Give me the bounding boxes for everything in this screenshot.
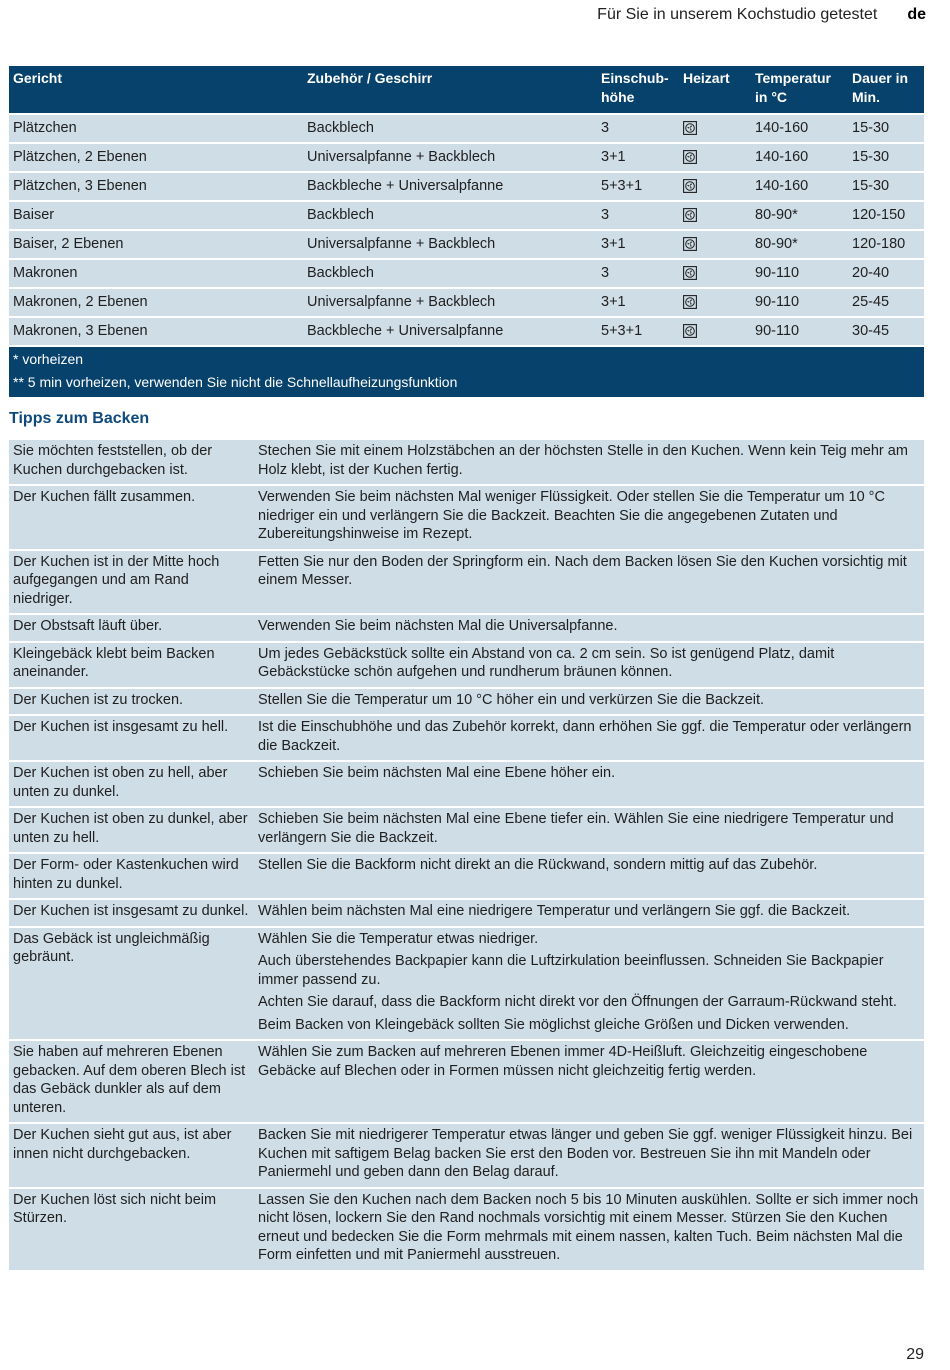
tip-problem: Der Kuchen ist insgesamt zu hell. [9, 714, 253, 760]
cell-level: 5+3+1 [597, 316, 679, 345]
recipe-row [9, 287, 924, 316]
tip-remedy [253, 852, 924, 898]
page-number: 29 [906, 1346, 924, 1363]
col-level-label: Einschub-höhe [601, 70, 669, 105]
tip-remedy-paragraph: Um jedes Gebäckstück sollte ein Abstand von ca. 2 cm sein. So ist genügend Platz, damit Gebäckstücke schön aufgehen und rundherum bräunen können. [258, 645, 835, 680]
recipe-row [9, 142, 924, 171]
tip-remedy [253, 926, 924, 1040]
col-accessory: Zubehör / Geschirr [303, 66, 597, 113]
tip-remedy-paragraph: Backen Sie mit niedrigerer Temperatur etwas länger und geben Sie ggf. weniger Flüssigkeit hinzu. Bei Kuchen mit saftigem Belag backen Sie erst den Boden vor. Bestreuen Sie ihn mit Mandeln oder Paniermehl und geben dann den Belag darauf. [258, 1127, 913, 1180]
tip-remedy [253, 1187, 924, 1270]
cell-heating [679, 142, 751, 171]
tip-row [9, 613, 924, 641]
tip-row [9, 926, 924, 1040]
recipe-table [9, 66, 924, 397]
cell-level: 3+1 [597, 142, 679, 171]
cell-temp: 140-160 [751, 113, 848, 142]
cell-heating [679, 316, 751, 345]
fan-heating-icon [683, 150, 697, 164]
cell-heating [679, 229, 751, 258]
tip-problem: Der Form- oder Kastenkuchen wird hinten zu dunkel. [9, 852, 253, 898]
tip-row [9, 438, 924, 484]
cell-dish: Plätzchen, 2 Ebenen [9, 142, 303, 171]
cell-level: 3+1 [597, 229, 679, 258]
cell-level: 5+3+1 [597, 171, 679, 200]
tip-row [9, 1122, 924, 1187]
tip-remedy-paragraph: Stellen Sie die Temperatur um 10 °C höher ein und verkürzen Sie die Backzeit. [258, 691, 765, 708]
tip-row [9, 898, 924, 926]
page-content [9, 66, 924, 1270]
tip-row [9, 852, 924, 898]
cell-accessory: Backbleche + Universalpfanne [303, 171, 597, 200]
col-heating: Heizart [679, 66, 751, 113]
fan-heating-icon [683, 266, 697, 280]
cell-accessory: Backblech [303, 258, 597, 287]
tip-remedy-paragraph: Wählen Sie die Temperatur etwas niedriger. [258, 930, 539, 947]
cell-duration: 120-180 [848, 229, 924, 258]
language-code: de [907, 6, 926, 23]
tip-problem: Der Kuchen ist zu trocken. [9, 687, 253, 715]
tip-row [9, 484, 924, 549]
col-temp: Temperatur in °C [751, 66, 848, 113]
tip-remedy-paragraph: Fetten Sie nur den Boden der Springform ein. Nach dem Backen lösen Sie den Kuchen vorsichtig mit einem Messer. [258, 553, 907, 588]
tip-problem: Der Kuchen sieht gut aus, ist aber innen nicht durchgebacken. [9, 1122, 253, 1187]
tip-problem: Kleingebäck klebt beim Backen aneinander. [9, 641, 253, 687]
cell-temp: 90-110 [751, 316, 848, 345]
cell-temp: 140-160 [751, 171, 848, 200]
recipe-row [9, 258, 924, 287]
cell-duration: 20-40 [848, 258, 924, 287]
recipe-row [9, 229, 924, 258]
tip-remedy-paragraph: Ist die Einschubhöhe und das Zubehör korrekt, dann erhöhen Sie ggf. die Temperatur oder verlängern die Backzeit. [258, 719, 912, 754]
tip-remedy-paragraph: Beim Backen von Kleingebäck sollten Sie möglichst gleiche Größen und Dicken verwenden. [258, 1016, 849, 1033]
tip-remedy-paragraph: Lassen Sie den Kuchen nach dem Backen noch 5 bis 10 Minuten auskühlen. Sollte er sich immer noch nicht lösen, lockern Sie den Rand nochmals vorsichtig mit einem Messer. Stürzen Sie den Kuchen erneut und bedecken Sie die Form mehrmals mit einem nassen, kalten Tuch. Beim nächsten Mal die Form einfetten und mit Paniermehl ausstreuen. [258, 1191, 919, 1263]
tip-problem: Der Kuchen fällt zusammen. [9, 484, 253, 549]
tip-problem: Das Gebäck ist ungleichmäßig gebräunt. [9, 926, 253, 1040]
tip-row [9, 806, 924, 852]
tip-problem: Der Kuchen ist oben zu hell, aber unten zu dunkel. [9, 760, 253, 806]
tip-remedy [253, 806, 924, 852]
cell-dish: Baiser, 2 Ebenen [9, 229, 303, 258]
tip-problem: Der Kuchen ist in der Mitte hoch aufgegangen und am Rand niedriger. [9, 549, 253, 614]
cell-temp: 140-160 [751, 142, 848, 171]
tip-row [9, 760, 924, 806]
tip-problem: Sie haben auf mehreren Ebenen gebacken. Auf dem oberen Blech ist das Gebäck dunkler als auf dem unteren. [9, 1039, 253, 1122]
cell-duration: 30-45 [848, 316, 924, 345]
recipe-row [9, 200, 924, 229]
cell-heating [679, 258, 751, 287]
tip-remedy-paragraph: Auch überstehendes Backpapier kann die Luftzirkulation beeinflussen. Schneiden Sie Backpapier immer passend zu. [258, 953, 884, 988]
recipe-row [9, 113, 924, 142]
cell-accessory: Universalpfanne + Backblech [303, 287, 597, 316]
tip-row [9, 714, 924, 760]
fan-heating-icon [683, 237, 697, 251]
fan-heating-icon [683, 179, 697, 193]
tip-remedy [253, 613, 924, 641]
cell-level: 3+1 [597, 287, 679, 316]
tip-problem: Der Kuchen ist insgesamt zu dunkel. [9, 898, 253, 926]
cell-temp: 80-90* [751, 200, 848, 229]
cell-dish: Plätzchen [9, 113, 303, 142]
tip-remedy [253, 438, 924, 484]
tip-remedy-paragraph: Stechen Sie mit einem Holzstäbchen an der höchsten Stelle in den Kuchen. Wenn kein Teig mehr am Holz klebt, ist der Kuchen fertig. [258, 443, 908, 478]
tip-problem: Sie möchten feststellen, ob der Kuchen durchgebacken ist. [9, 438, 253, 484]
page-header [597, 6, 926, 24]
cell-accessory: Backblech [303, 113, 597, 142]
col-duration: Dauer in Min. [848, 66, 924, 113]
col-level [597, 66, 679, 113]
cell-level: 3 [597, 200, 679, 229]
cell-temp: 90-110 [751, 287, 848, 316]
cell-level: 3 [597, 258, 679, 287]
fan-heating-icon [683, 295, 697, 309]
cell-temp: 90-110 [751, 258, 848, 287]
header-title: Für Sie in unserem Kochstudio getestet [597, 6, 878, 23]
footnote-preheat: * vorheizen [13, 351, 84, 367]
cell-accessory: Universalpfanne + Backblech [303, 229, 597, 258]
tip-remedy-paragraph: Schieben Sie beim nächsten Mal eine Ebene tiefer ein. Wählen Sie eine niedrigere Temperatur und verlängern Sie die Backzeit. [258, 811, 894, 846]
tip-remedy [253, 1039, 924, 1122]
tip-problem: Der Obstsaft läuft über. [9, 613, 253, 641]
cell-duration: 120-150 [848, 200, 924, 229]
tip-remedy-paragraph: Stellen Sie die Backform nicht direkt an die Rückwand, sondern mittig auf das Zubehör. [258, 857, 818, 873]
tip-row [9, 1187, 924, 1270]
tip-remedy [253, 898, 924, 926]
cell-level: 3 [597, 113, 679, 142]
cell-accessory: Universalpfanne + Backblech [303, 142, 597, 171]
cell-heating [679, 171, 751, 200]
cell-dish: Makronen [9, 258, 303, 287]
tips-table [9, 438, 924, 1270]
cell-dish: Makronen, 2 Ebenen [9, 287, 303, 316]
cell-dish: Plätzchen, 3 Ebenen [9, 171, 303, 200]
recipe-table-header [9, 66, 924, 113]
tip-remedy-paragraph: Schieben Sie beim nächsten Mal eine Ebene höher ein. [258, 765, 616, 781]
fan-heating-icon [683, 208, 697, 222]
tip-row [9, 549, 924, 614]
tip-row [9, 641, 924, 687]
fan-heating-icon [683, 121, 697, 135]
tip-remedy [253, 687, 924, 715]
tip-problem: Der Kuchen löst sich nicht beim Stürzen. [9, 1187, 253, 1270]
tip-remedy [253, 549, 924, 614]
tip-remedy-paragraph: Wählen Sie zum Backen auf mehreren Ebenen immer 4D-Heißluft. Gleichzeitig eingeschobene Gebäcke auf Blechen oder in Formen müssen nicht gleichzeitig fertig werden. [258, 1044, 868, 1079]
cell-duration: 25-45 [848, 287, 924, 316]
tip-remedy-paragraph: Verwenden Sie beim nächsten Mal weniger Flüssigkeit. Oder stellen Sie die Temperatur um 10 °C niedriger ein und verlängern Sie die Backzeit. Beachten Sie die angegebenen Zutaten und Zubereitungshinweise im Rezept. [258, 489, 885, 542]
fan-heating-icon [683, 324, 697, 338]
cell-accessory: Backbleche + Universalpfanne [303, 316, 597, 345]
tip-remedy [253, 1122, 924, 1187]
cell-accessory: Backblech [303, 200, 597, 229]
col-dish: Gericht [9, 66, 303, 113]
cell-duration: 15-30 [848, 171, 924, 200]
recipe-footnotes [9, 345, 924, 397]
tip-remedy [253, 714, 924, 760]
tip-remedy-paragraph: Wählen beim nächsten Mal eine niedrigere Temperatur und verlängern Sie ggf. die Backzeit. [258, 903, 851, 919]
tip-remedy-paragraph: Achten Sie darauf, dass die Backform nicht direkt vor den Öffnungen der Garraum-Rückwand steht. [258, 994, 897, 1010]
footnote-preheat-5min: ** 5 min vorheizen, verwenden Sie nicht die Schnellaufheizungsfunktion [13, 374, 458, 390]
cell-temp: 80-90* [751, 229, 848, 258]
cell-dish: Baiser [9, 200, 303, 229]
tip-remedy [253, 484, 924, 549]
tip-remedy [253, 760, 924, 806]
cell-dish: Makronen, 3 Ebenen [9, 316, 303, 345]
tip-problem: Der Kuchen ist oben zu dunkel, aber unten zu hell. [9, 806, 253, 852]
tip-remedy-paragraph: Verwenden Sie beim nächsten Mal die Universalpfanne. [258, 618, 618, 634]
tip-remedy [253, 641, 924, 687]
cell-heating [679, 287, 751, 316]
recipe-row [9, 316, 924, 345]
cell-heating [679, 113, 751, 142]
recipe-row [9, 171, 924, 200]
cell-heating [679, 200, 751, 229]
cell-duration: 15-30 [848, 113, 924, 142]
tips-title: Tipps zum Backen [9, 410, 150, 427]
cell-duration: 15-30 [848, 142, 924, 171]
tip-row [9, 1039, 924, 1122]
tip-row [9, 687, 924, 715]
